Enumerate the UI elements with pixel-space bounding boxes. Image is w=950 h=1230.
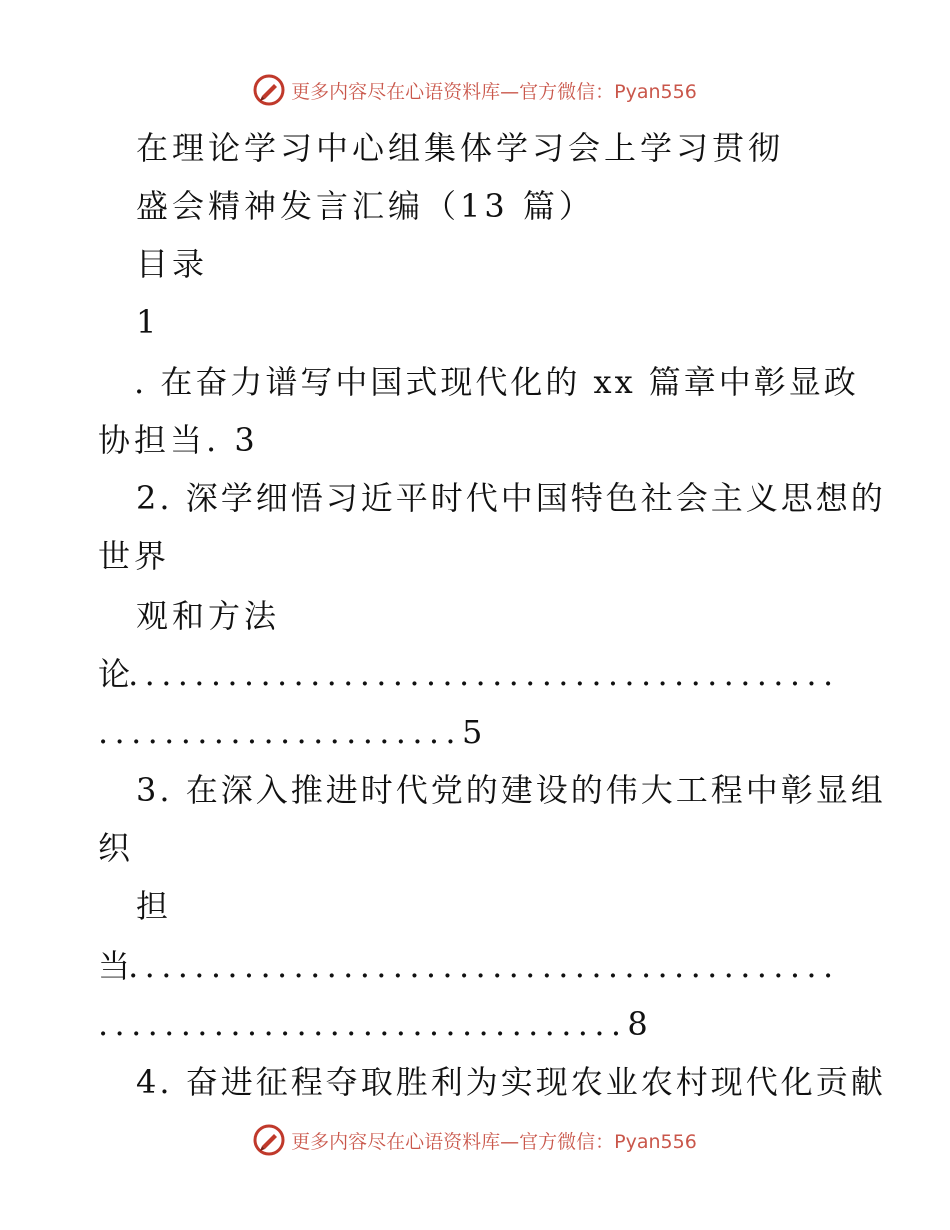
title-line-1: 在理论学习中心组集体学习会上学习贯彻 bbox=[136, 129, 785, 167]
toc-item-3-line-5: . . . . . . . . . . . . . . . . . . . . . . . . . . . . . . . . 8 bbox=[98, 1005, 646, 1043]
toc-heading: 目录 bbox=[136, 245, 209, 283]
watermark-text: 更多内容尽在心语资料库—官方微信：Pyan556 bbox=[291, 80, 697, 103]
watermark-footer bbox=[0, 1120, 950, 1160]
watermark-header bbox=[0, 70, 950, 110]
toc-item-2-line-4: 论. . . . . . . . . . . . . . . . . . . . . . . . . . . . . . . . . . . . . . . . . . . bbox=[98, 655, 832, 693]
toc-item-2-line-1: 2. 深学细悟习近平时代中国特色社会主义思想的 bbox=[136, 479, 886, 517]
toc-item-1-number: 1 bbox=[136, 303, 161, 341]
toc-item-1-line-2: 协担当. 3 bbox=[98, 421, 259, 459]
pen-logo-icon bbox=[253, 1124, 285, 1156]
toc-item-1-line-1: . 在奋力谱写中国式现代化的 xx 篇章中彰显政 bbox=[134, 363, 859, 401]
pen-logo-icon bbox=[253, 74, 285, 106]
title-line-2: 盛会精神发言汇编（13 篇） bbox=[136, 187, 595, 225]
toc-item-2-line-2: 世界 bbox=[98, 537, 171, 575]
toc-item-3-line-2: 织 bbox=[98, 829, 135, 867]
toc-item-4-line-1: 4. 奋进征程夺取胜利为实现农业农村现代化贡献 bbox=[136, 1063, 886, 1101]
toc-item-3-line-4: 当. . . . . . . . . . . . . . . . . . . . . . . . . . . . . . . . . . . . . . . . . . . bbox=[98, 947, 832, 985]
toc-item-3-line-1: 3. 在深入推进时代党的建设的伟大工程中彰显组 bbox=[136, 771, 886, 809]
watermark-text: 更多内容尽在心语资料库—官方微信：Pyan556 bbox=[291, 1130, 697, 1153]
toc-item-2-line-5: . . . . . . . . . . . . . . . . . . . . . . 5 bbox=[98, 713, 481, 751]
toc-item-3-line-3: 担 bbox=[136, 887, 173, 925]
toc-item-2-line-3: 观和方法 bbox=[136, 597, 281, 635]
